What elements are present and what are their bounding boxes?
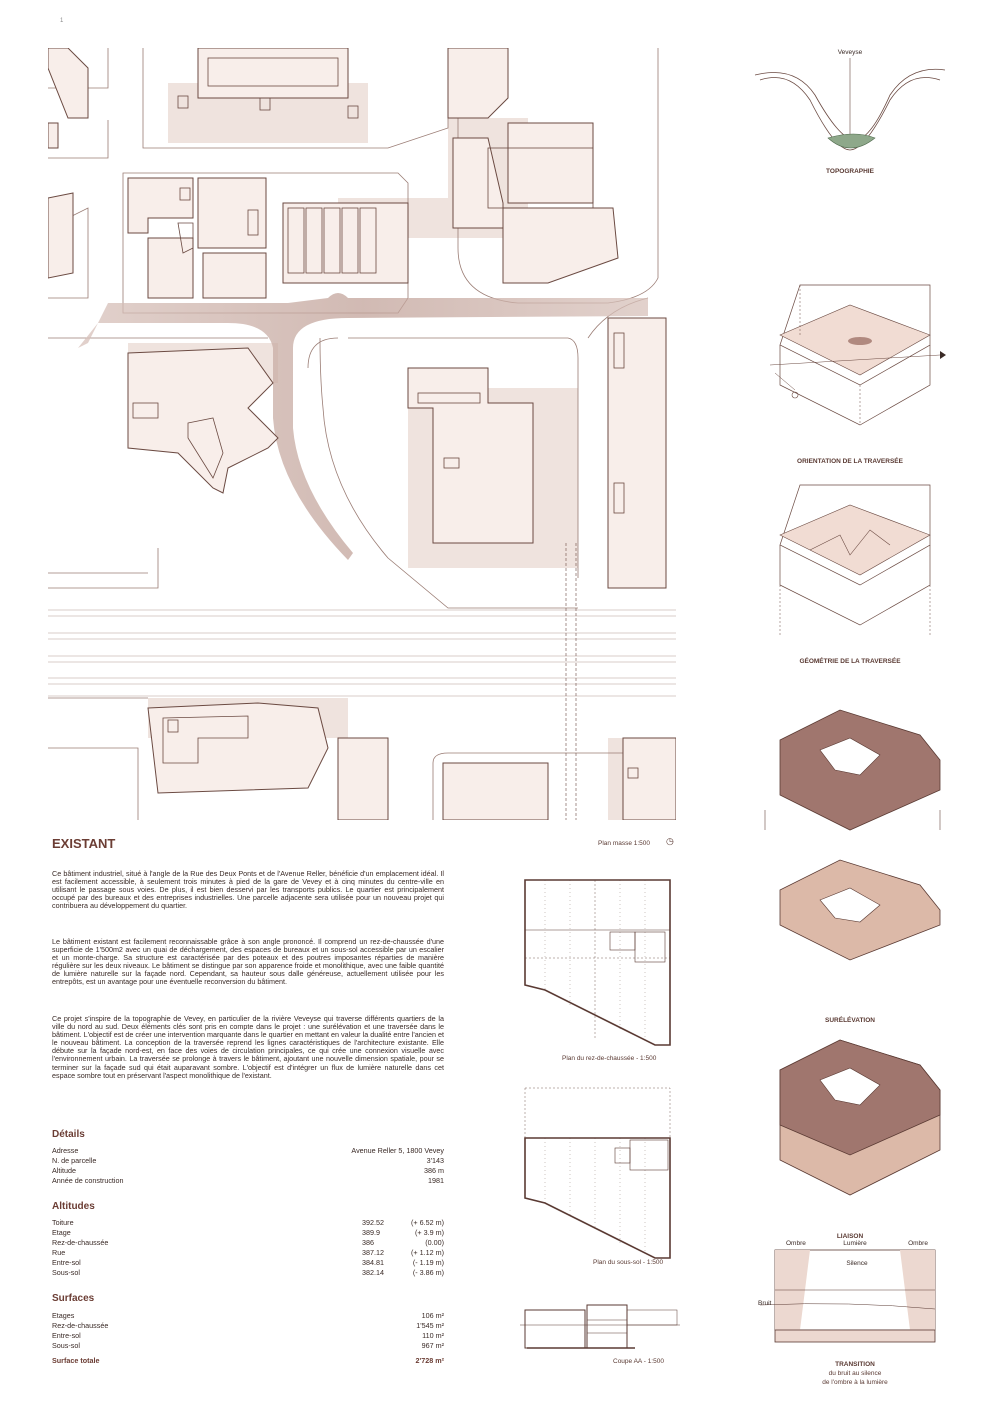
north-arrow-icon: ◷: [666, 836, 674, 846]
site-plan-drawing: [48, 48, 676, 820]
section-title: EXISTANT: [52, 836, 116, 851]
table-row: Etages 106 m²: [52, 1311, 444, 1320]
bruit-label: Bruit: [758, 1300, 772, 1307]
orientation-diagram: [770, 285, 946, 465]
table-row: Altitude 386 m: [52, 1166, 444, 1175]
table-row: Année de construction 1981: [52, 1176, 444, 1185]
ombre-right-label: Ombre: [908, 1240, 928, 1247]
table-row: N. de parcelle 3'143: [52, 1156, 444, 1165]
paragraph-3: Ce projet s'inspire de la topographie de Vevey, en particulier de la rivière Veveyse qui traverse différents quartiers de la ville du nord au sud. Deux éléments clés sont pris en compte dans le projet : une surélévation et une traversée dans le bâtiment. L'objectif est de créer une intervention marquante dans le quartier en mettant en valeur la dualité entre l'ancien et le nouveau bâtiment. La conception de la traversée reprend les lignes caractéristiques de l'architecture existante. Elle débute sur la façade nord-est, en face des voies de circulation principales, ce qui crée une connexion visuelle avec l'environnement urbain. La traversée se prolonge à travers le bâtiment, ajoutant une nouvelle dimension spatiale, pour se terminer sur la façade sud qui était auparavant sombre. L'objectif est d'intégrer un flux de lumière naturelle dans cet espace sombre tout en préservant l'aspect monolithique de l'existant.: [52, 1014, 444, 1080]
liaison-diagram: [780, 1040, 940, 1240]
transition-diagram: [758, 1240, 935, 1386]
details-heading: Détails: [52, 1129, 85, 1140]
table-row: Sous-sol 382.14 (- 3.86 m): [52, 1268, 444, 1277]
transition-caption: TRANSITION: [835, 1361, 875, 1368]
transition-line2: du bruit au silence: [828, 1370, 882, 1377]
coupe-aa-drawing: [515, 1295, 685, 1355]
geometrie-caption: GÉOMÉTRIE DE LA TRAVERSÉE: [799, 658, 901, 665]
surfaces-heading: Surfaces: [52, 1293, 95, 1304]
topographie-caption: TOPOGRAPHIE: [826, 168, 874, 175]
table-row: Adresse Avenue Reller 5, 1800 Vevey: [52, 1146, 444, 1155]
table-row: Entre-sol 384.81 (- 1.19 m): [52, 1258, 444, 1267]
veveyse-label: Veveyse: [837, 49, 863, 56]
table-row: Etage 389.9 (+ 3.9 m): [52, 1228, 444, 1237]
plan-rez-de-chaussee-drawing: [515, 860, 685, 1050]
plan-sous-sol-drawing: [515, 1078, 685, 1263]
surelevation-caption: SURÉLÉVATION: [825, 1017, 875, 1024]
topographie-diagram: [755, 49, 945, 150]
silence-label: Silence: [846, 1260, 868, 1267]
plan-sous-sol-label: Plan du sous-sol - 1:500: [593, 1259, 664, 1266]
table-row: Rez-de-chaussée 386 (0.00): [52, 1238, 444, 1247]
surelevation-diagram: [765, 710, 940, 1024]
geometrie-diagram: [780, 485, 930, 665]
concept-diagrams: [740, 40, 960, 1400]
table-row: Sous-sol 967 m²: [52, 1341, 444, 1350]
orientation-caption: ORIENTATION DE LA TRAVERSÉE: [797, 458, 903, 465]
coupe-label: Coupe AA - 1:500: [613, 1358, 664, 1365]
table-row: Entre-sol 110 m²: [52, 1331, 444, 1340]
altitudes-heading: Altitudes: [52, 1201, 95, 1212]
page-number: 1: [60, 18, 64, 24]
table-row: Toiture 392.52 (+ 6.52 m): [52, 1218, 444, 1227]
transition-line3: de l'ombre à la lumière: [822, 1379, 888, 1386]
paragraph-1: Ce bâtiment industriel, situé à l'angle de la Rue des Deux Ponts et de l'Avenue Reller, bénéficie d'un emplacement idéal. Il est facilement accessible, à seulement trois minutes à pied de la gare de Vevey et à cinq minutes du centre-ville en utilisant le passage sous voies. De plus, il est bien desservi par les transports publics. Le quartier est principalement occupé par des bureaux et des entreprises industrielles. Une parcelle adjacente sera utilisée pour un nouveau projet qui contribuera au développement du quartier.: [52, 869, 444, 911]
plan-rez-label: Plan du rez-de-chaussée - 1:500: [562, 1055, 657, 1062]
paragraph-2: Le bâtiment existant est facilement reconnaissable grâce à son angle prononcé. Il comprend un rez-de-chaussée d'une superficie de 1'500m2 avec un quai de déchargement, des espaces de bureaux et un sous-sol accessible par un escalier et un monte-charge. Sa structure est caractérisée par des poteaux et des poutres imposantes réparties de manière régulière sur les deux niveaux. Le bâtiment se distingue par son apparence froide et monolithique, avec une faible quantité de lumière naturelle sur la façade nord. Cependant, sa hauteur sous dalle généreuse, actuellement utilisée pour les entrepôts, est un avantage pour une éventuelle reconversion du bâtiment.: [52, 937, 444, 987]
plan-masse-label: Plan masse 1:500: [598, 840, 651, 847]
table-row: Rez-de-chaussée 1'545 m²: [52, 1321, 444, 1330]
lumiere-label: Lumière: [843, 1240, 867, 1247]
liaison-caption: LIAISON: [836, 1233, 864, 1240]
ombre-left-label: Ombre: [786, 1240, 806, 1247]
table-row: Rue 387.12 (+ 1.12 m): [52, 1248, 444, 1257]
surface-total-row: Surface totale 2'728 m²: [52, 1356, 444, 1365]
